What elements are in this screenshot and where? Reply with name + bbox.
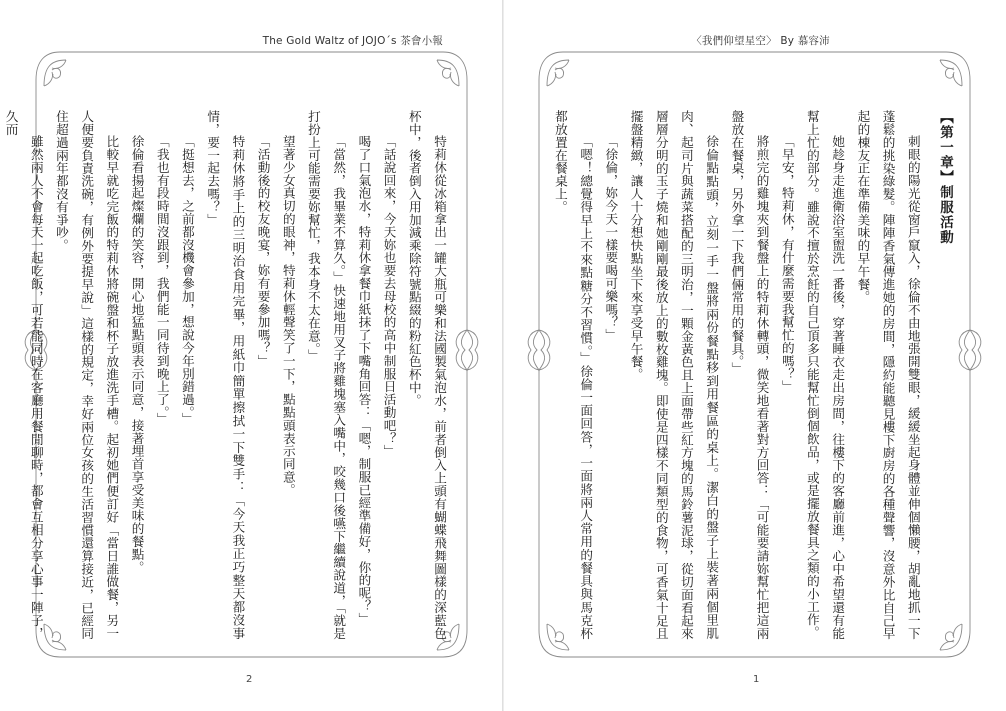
paragraph: 望著少女真切的眼神，特莉休輕聲笑了一下，點點頭表示同意。 (280, 135, 296, 497)
paragraph: 她趁身走進衛浴室盥洗一番後，穿著睡衣走出房間，往樓下的客廳前進，心中希望還有能幫上忙的部分。雖說不擅於烹飪的自己頂多只能幫忙倒個飲品，或是擺放餐具之類的小工作。 (804, 110, 846, 640)
paragraph: 「早安，特莉休，有什麼需要我幫忙的嗎？」 (779, 135, 795, 394)
paragraph: 「當然，我畢業不算久。」快速地用叉子將雞塊塞入嘴中，咬幾口後嚥下繼續說道，「就是打扮上可能需要妳幫忙，我本身不太在意。」 (305, 110, 347, 640)
paragraph: 特莉休從冰箱拿出一罐大瓶可樂和法國製氣泡水，前者倒入上頭有蝴蝶飛舞圖樣的深藍色杯中，後者倒入用加減乘除符號點綴的粉紅色杯中。 (406, 110, 447, 640)
body-text (3, 110, 452, 640)
book-gutter (502, 0, 504, 711)
paragraph: 「我也有段時間沒跟到，我們能一同待到晚上了。」 (154, 135, 170, 426)
right-page (503, 0, 1006, 711)
paragraph: 「徐倫，妳今天一樣要喝可樂嗎？」 (603, 135, 619, 342)
paragraph: 特莉休將手上的三明治食用完畢，用紙巾簡單擦拭一下雙手：「今天我正巧整天都沒事情，要一起去嗎？」 (205, 110, 246, 640)
paragraph: 將煎完的雞塊夾到餐盤上的特莉休轉頭，微笑地看著對方回答：「可能要請妳幫忙把這兩盤放在餐桌，另外拿一下我們倆常用的餐具。」 (729, 110, 770, 640)
paragraph: 「挺想去，之前都沒機會參加，想說今年別錯過。」 (179, 135, 195, 426)
page-number: 2 (246, 674, 253, 685)
paragraph: 刺眼的陽光從窗戶竄入，徐倫不由地張開雙眼，緩緩坐起身體並伸個懶腰，胡亂地抓一下蓬鬆的挑染綠髮。陣陣香氣傳進她的房間，隱約能聽見樓下廚房的各種聲響，沒意外比自己早起的棟友正在準備美味的早午餐。 (855, 110, 921, 640)
paragraph: 喝了口氣泡水，特莉休拿餐巾紙抹了下嘴角回答：「嗯，制服已經準備好，你的呢？」 (356, 135, 372, 626)
paragraph: 徐倫點點頭，立刻一手一盤將兩份餐點移到用餐區的桌上。潔白的盤子上裝著兩個里肌肉、起司片與蔬菜搭配的三明治，一顆金黃色且上面帶些紅方塊的馬鈴薯泥球，從切面看起來層層分明的玉子燒和她剛剛最後放上的數枚雞塊。即使是四樣不同類型的食物，可香氣十足且擺盤精緻，讓人十分想快點坐下來享受早午餐。 (628, 110, 720, 640)
page-number: 1 (753, 674, 760, 685)
paragraph: 「活動後的校友晚宴，妳有要參加嗎？」 (255, 135, 271, 368)
chapter-title: 【第一章】制服活動 (937, 110, 953, 245)
paragraph: 比較早就吃完飯的特莉休將碗盤和杯子放進洗手槽。起初她們便訂好「當日誰做餐，另一人便要負責洗碗，有例外要提早說」這樣的規定，幸好兩位女孩的生活習慣還算接近，已經同住超過兩年都沒有爭吵。 (53, 110, 120, 640)
paragraph: 徐倫看揚起燦爛的笑容，開心地猛點頭表示同意，接著埋首享受美味的餐點。 (129, 135, 145, 574)
paragraph: 「嗯！總覺得早上不來點糖分不習慣。」徐倫一面回答，一面將兩人常用的餐具與馬克杯都放置在餐桌上。 (552, 110, 594, 640)
paragraph: 雖然兩人不會每天一起吃飯，可若能同時在客廳用餐閒聊時，都會互相分享心事一陣子，久而 (3, 110, 44, 640)
body-text (552, 110, 957, 640)
running-header: 〈我們仰望星空〉 By 慕容沛 (691, 35, 830, 47)
running-header: The Gold Waltz of JOJO´s 茶會小報 (262, 35, 443, 47)
paragraph: 「話說回來，今天妳也要去母校的高中制服日活動吧？」 (381, 135, 397, 458)
